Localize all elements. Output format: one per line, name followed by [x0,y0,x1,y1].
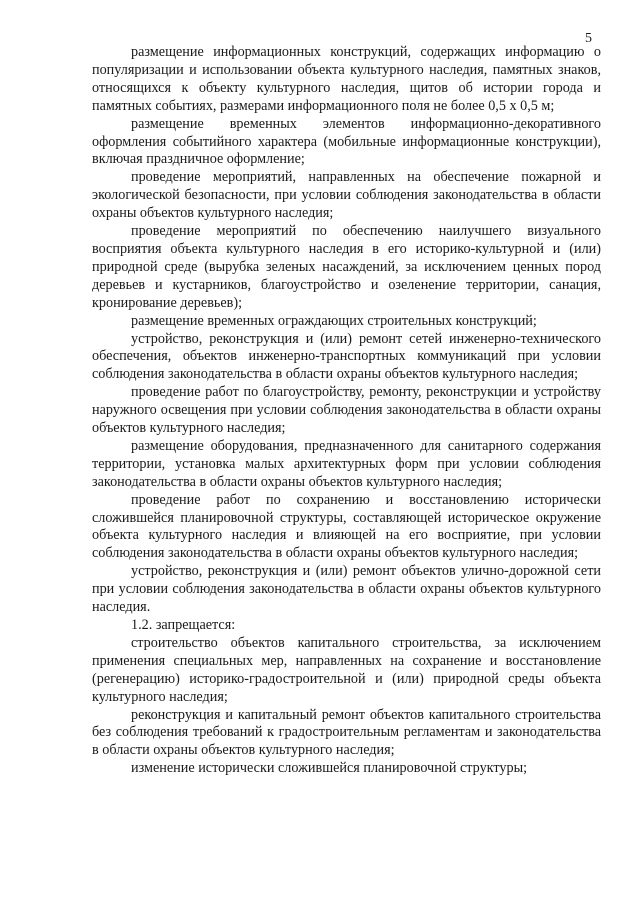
paragraph: проведение работ по благоустройству, ремонту, реконструкции и устройству наружного освещения при условии соблюдения законодательства в области охраны объектов культурного наследия; [92,384,601,437]
paragraph: проведение мероприятий по обеспечению наилучшего визуального восприятия объекта культурного наследия в его историко-культурной и (или) природной среде (вырубка зеленых насаждений, за исключением ценных пород деревьев и кустарников, благоустройство и озеленение территории, санация, кронирование деревьев); [92,223,601,311]
paragraph: проведение работ по сохранению и восстановлению исторически сложившейся планировочной структуры, составляющей историческое окружение объекта культурного наследия и влияющей на его восприятие, при условии соблюдения законодательства в области охраны объектов культурного наследия; [92,491,601,562]
paragraph: строительство объектов капитального строительства, за исключением применения специальных мер, направленных на сохранение и восстановление (регенерацию) историко-градостроительной и (или) природной среды объекта культурного наследия; [92,634,601,705]
paragraph: размещение информационных конструкций, содержащих информацию о популяризации и использовании объекта культурного наследия, памятных знаков, относящихся к объекту культурного наследия, щитов об истории города и памятных событиях, размерами информационного поля не более 0,5 х 0,5 м; [92,44,601,114]
paragraph: размещение оборудования, предназначенного для санитарного содержания территории, установка малых архитектурных форм при условии соблюдения законодательства в области охраны объектов культурного наследия; [92,437,601,490]
paragraph: устройство, реконструкция и (или) ремонт сетей инженерно-технического обеспечения, объектов инженерно-транспортных коммуникаций при условии соблюдения законодательства в области охраны объектов культурного наследия; [92,330,601,383]
paragraph: устройство, реконструкция и (или) ремонт объектов улично-дорожной сети при условии соблюдения законодательства в области охраны объектов культурного наследия. [92,563,601,616]
page-number: 5 [585,31,592,46]
paragraph: размещение временных элементов информационно-декоративного оформления событийного характера (мобильные информационные конструкции), включая праздничное оформление; [92,115,601,168]
document-body [92,44,601,778]
paragraph: проведение мероприятий, направленных на обеспечение пожарной и экологической безопасности, при условии соблюдения законодательства в области охраны объектов культурного наследия; [92,169,601,222]
paragraph: размещение временных ограждающих строительных конструкций; [131,312,537,329]
paragraph: изменение исторически сложившейся планировочной структуры; [131,760,528,777]
section-heading: 1.2. запрещается: [131,617,236,633]
paragraph: реконструкция и капитальный ремонт объектов капитального строительства без соблюдения требований к градостроительным регламентам и законодательства в области охраны объектов культурного наследия; [92,706,601,759]
